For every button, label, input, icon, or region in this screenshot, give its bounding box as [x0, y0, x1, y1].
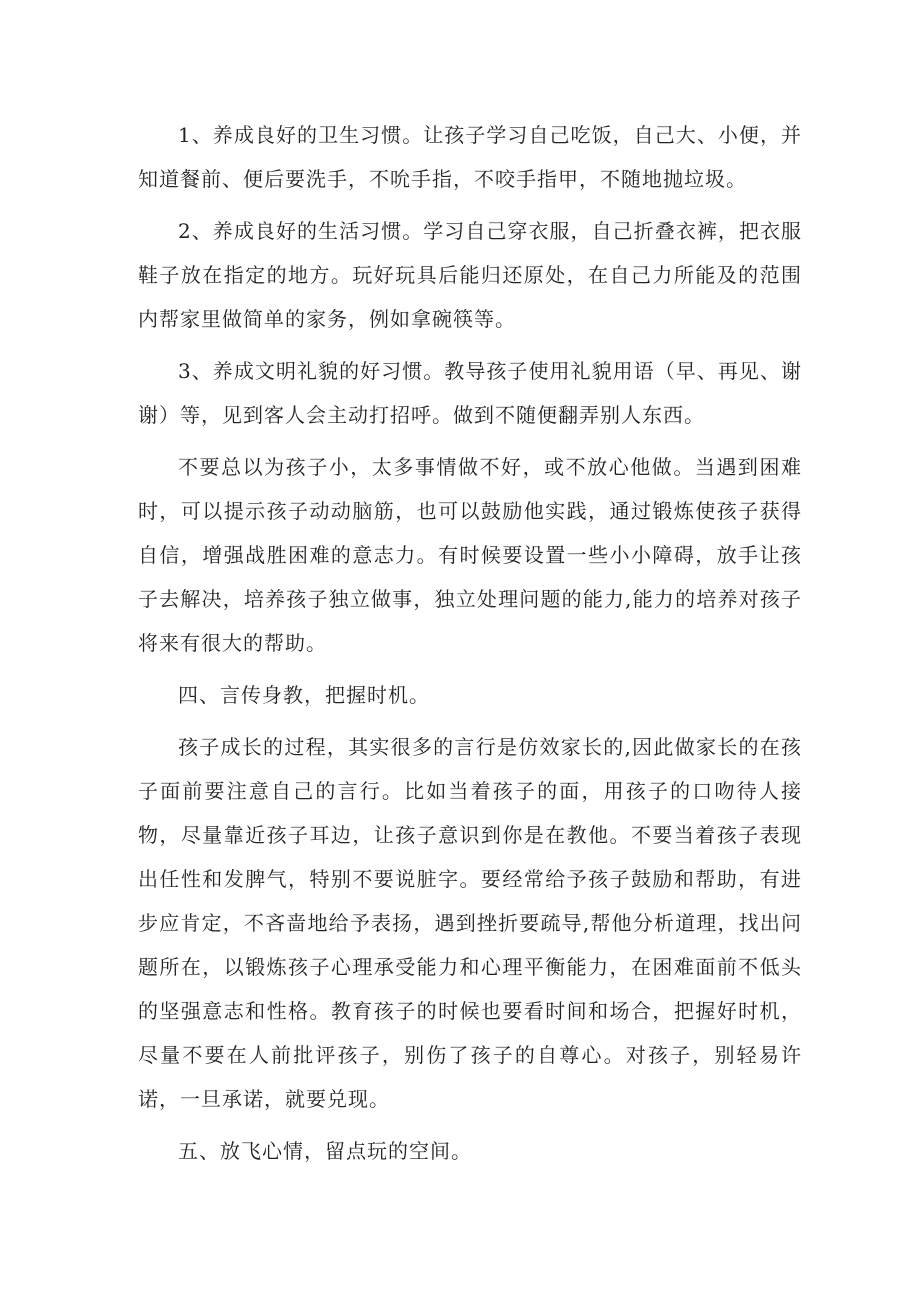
paragraph-living-habits: 2、养成良好的生活习惯。学习自己穿衣服，自己折叠衣裤，把衣服鞋子放在指定的地方。玩好玩具后能归还原处，在自己力所能及的范围内帮家里做简单的家务，例如拿碗筷等。	[138, 219, 802, 331]
paragraph-hygiene-habits: 1、养成良好的卫生习惯。让孩子学习自己吃饭，自己大、小便，并知道餐前、便后要洗手，不吮手指，不咬手指甲，不随地抛垃圾。	[138, 123, 802, 191]
section-heading-play-space: 五、放飞心情，留点玩的空间。	[178, 1139, 472, 1163]
paragraph-courtesy-habits: 3、养成文明礼貌的好习惯。教导孩子使用礼貌用语（早、再见、谢谢）等，见到客人会主动打招呼。做到不随便翻弄别人东西。	[138, 359, 802, 427]
paragraph-lead-by-example: 孩子成长的过程，其实很多的言行是仿效家长的,因此做家长的在孩子面前要注意自己的言行。比如当着孩子的面，用孩子的口吻待人接物，尽量靠近孩子耳边，让孩子意识到你是在教他。不要当着孩子表现出任性和发脾气，特别不要说脏字。要经常给予孩子鼓励和帮助，有进步应肯定，不吝啬地给予表扬，遇到挫折要疏导,帮他分析道理，找出问题所在，以锻炼孩子心理承受能力和心理平衡能力，在困难面前不低头的坚强意志和性格。教育孩子的时候也要看时间和场合，把握好时机，尽量不要在人前批评孩子，别伤了孩子的自尊心。对孩子，别轻易许诺，一旦承诺，就要兑现。	[138, 735, 802, 1111]
document-body	[138, 113, 802, 1181]
section-heading-lead-by-example: 四、言传身教，把握时机。	[178, 683, 430, 707]
paragraph-independence: 不要总以为孩子小，太多事情做不好，或不放心他做。当遇到困难时，可以提示孩子动动脑筋，也可以鼓励他实践，通过锻炼使孩子获得自信，增强战胜困难的意志力。有时候要设置一些小小障碍，放手让孩子去解决，培养孩子独立做事，独立处理问题的能力,能力的培养对孩子将来有很大的帮助。	[138, 455, 802, 655]
